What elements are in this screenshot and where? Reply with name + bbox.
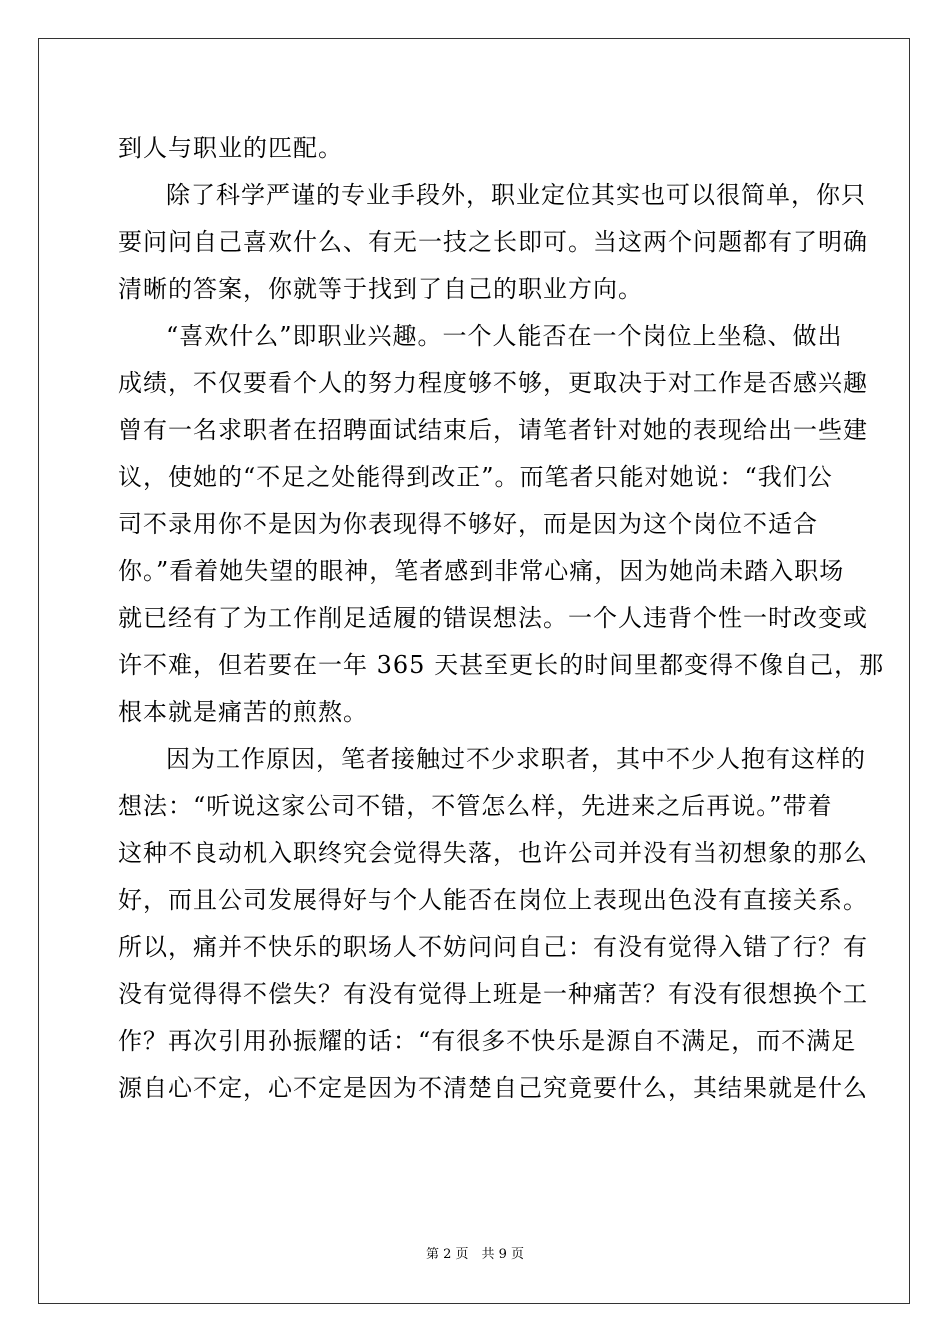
text-line: 成绩，不仅要看个人的努力程度够不够，更取决于对工作是否感兴趣 [118, 369, 868, 397]
document-body [118, 125, 885, 1112]
text-line: 作？再次引用孙振耀的话：“有很多不快乐是源自不满足，而不满足 [118, 1027, 857, 1055]
text-line: 根本就是痛苦的煎熬。 [118, 698, 368, 726]
text-line: 因为工作原因，笔者接触过不少求职者，其中不少人抱有这样的 [166, 745, 866, 773]
text-line: 想法：“听说这家公司不错，不管怎么样，先进来之后再说。”带着 [118, 792, 833, 820]
text-line: 许不难，但若要在一年 365 天甚至更长的时间里都变得不像自己，那 [118, 651, 885, 679]
page-number-footer: 第 2 页 共 9 页 [425, 1247, 525, 1262]
text-line: 所以，痛并不快乐的职场人不妨问问自己：有没有觉得入错了行？有 [118, 933, 868, 961]
text-line: 好，而且公司发展得好与个人能否在岗位上表现出色没有直接关系。 [118, 886, 868, 914]
text-line: 议，使她的“不足之处能得到改正”。而笔者只能对她说：“我们公 [118, 463, 833, 491]
text-line: 曾有一名求职者在招聘面试结束后，请笔者针对她的表现给出一些建 [118, 416, 868, 444]
text-line: 就已经有了为工作削足适履的错误想法。一个人违背个性一时改变或 [118, 604, 868, 632]
text-line: 这种不良动机入职终究会觉得失落，也许公司并没有当初想象的那么 [118, 839, 868, 867]
text-line: 没有觉得得不偿失？有没有觉得上班是一种痛苦？有没有很想换个工 [118, 980, 868, 1008]
text-line: 你。”看着她失望的眼神，笔者感到非常心痛，因为她尚未踏入职场 [118, 557, 845, 585]
text-line: 除了科学严谨的专业手段外，职业定位其实也可以很简单，你只 [166, 181, 866, 209]
text-line: 清晰的答案，你就等于找到了自己的职业方向。 [118, 275, 643, 303]
text-line: 要问问自己喜欢什么、有无一技之长即可。当这两个问题都有了明确 [118, 228, 868, 256]
text-line: “喜欢什么”即职业兴趣。一个人能否在一个岗位上坐稳、做出 [166, 322, 843, 350]
text-line: 源自心不定，心不定是因为不清楚自己究竟要什么，其结果就是什么 [118, 1074, 868, 1102]
text-line: 到人与职业的匹配。 [118, 134, 343, 162]
text-line: 司不录用你不是因为你表现得不够好，而是因为这个岗位不适合 [118, 510, 818, 538]
